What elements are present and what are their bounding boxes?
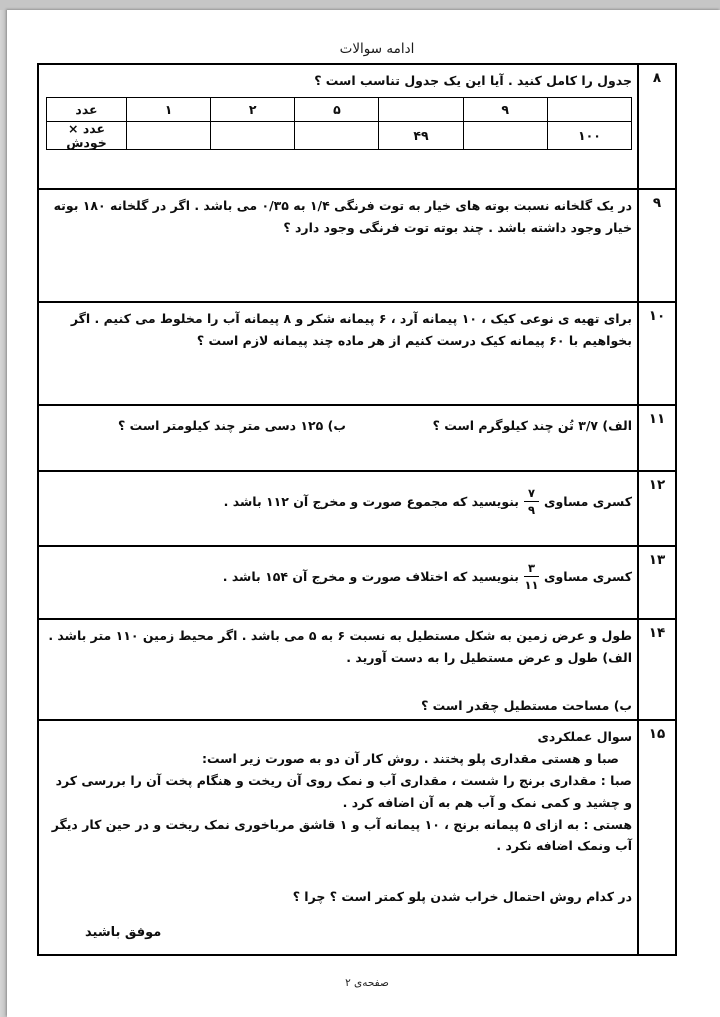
question-14-part-a: الف) طول و عرض مستطیل را به دست آورید . <box>346 649 632 665</box>
question-9-text: در یک گلخانه نسبت بوته های خیار به توت فرنگی ۱/۴ به ۰/۳۵ می باشد . اگر در گلخانه ۱۸۰ بوته خیار وجود داشته باشد . چند بوته توت فرنگی وجود دارد ؟ <box>53 198 632 235</box>
question-11-parts <box>44 411 632 437</box>
question-13-lead: کسری مساوی <box>544 568 632 584</box>
question-number-12: ۱۲ <box>637 472 675 545</box>
row-label-number: عدد <box>47 97 127 121</box>
question-14-statement: طول و عرض زمین به شکل مستطیل به نسبت ۶ به ۵ می باشد . اگر محیط زمین ۱۱۰ متر باشد . <box>48 628 632 643</box>
row-label-number-times-itself: عدد × خودش <box>47 121 127 150</box>
question-15-method-saba: صبا : مقداری برنج را شست ، مقداری آب و نمک روی آن ریخت و هنگام پخت آن را بررسی کرد و چشید و کمی نمک و آب هم به آن اضافه کرد . <box>55 772 632 810</box>
question-12-tail: بنویسید که مجموع صورت و مخرج آن ۱۱۲ باشد . <box>223 493 520 509</box>
question-number-10: ۱۰ <box>637 303 675 404</box>
document-page <box>7 10 720 1017</box>
questions-table <box>37 63 677 956</box>
table-cell: ۱ <box>127 97 211 121</box>
question-row-9 <box>39 190 675 303</box>
question-row-11 <box>39 406 675 472</box>
question-10-text: برای تهیه ی نوعی کیک ، ۱۰ پیمانه آرد ، ۶ پیمانه شکر و ۸ پیمانه آب را مخلوط می کنیم . اگر بخواهیم با ۶۰ پیمانه کیک درست کنیم از هر ماده چند پیمانه لازم است ؟ <box>70 311 632 348</box>
question-number-8: ۸ <box>637 65 675 188</box>
fraction-7-9 <box>524 486 539 518</box>
fraction-numerator: ۳ <box>524 561 539 577</box>
question-15-question: در کدام روش احتمال خراب شدن پلو کمتر است ؟ چرا ؟ <box>292 889 632 905</box>
question-number-15: ۱۵ <box>637 721 675 954</box>
closing-message: موفق باشید <box>85 925 162 941</box>
fraction-denominator: ۹ <box>528 503 536 518</box>
question-15-content <box>39 721 637 954</box>
table-cell-empty <box>379 97 463 121</box>
question-row-14 <box>39 620 675 721</box>
fraction-denominator: ۱۱ <box>524 578 539 593</box>
question-row-8 <box>39 65 675 190</box>
question-row-15 <box>39 721 675 954</box>
question-11-part-b: ب) ۱۲۵ دسی متر چند کیلومتر است ؟ <box>118 418 346 433</box>
table-cell: ۲ <box>211 97 295 121</box>
question-15-intro: صبا و هستی مقداری پلو پختند . روش کار آن دو به صورت زیر است: <box>201 750 619 766</box>
question-13-line <box>44 552 632 593</box>
question-12-line <box>44 477 632 518</box>
page-header-title: ادامه سوالات <box>339 41 415 57</box>
question-15-method-hasti: هستی : به ازای ۵ پیمانه برنج ، ۱۰ پیمانه آب و ۱ قاشق مرباخوری نمک ریخت و در حین کار دیگر آب ونمک اضافه نکرد . <box>51 816 632 854</box>
question-row-13 <box>39 547 675 620</box>
table-cell: ۹ <box>463 97 547 121</box>
question-14-part-b: ب) مساحت مستطیل چقدر است ؟ <box>421 697 632 713</box>
photo-background-top-band <box>0 0 720 10</box>
proportion-table-row-square <box>47 121 632 150</box>
fraction-numerator: ۷ <box>524 486 539 502</box>
question-number-13: ۱۳ <box>637 547 675 618</box>
question-13-content <box>39 547 637 618</box>
table-cell-empty <box>463 121 547 150</box>
table-cell-empty <box>211 121 295 150</box>
question-number-14: ۱۴ <box>637 620 675 719</box>
table-cell-empty <box>295 121 379 150</box>
table-cell: ۴۹ <box>379 121 463 150</box>
table-cell-empty <box>127 121 211 150</box>
question-8-text: جدول را کامل کنید . آیا این یک جدول تناسب است ؟ <box>314 73 632 88</box>
question-12-content <box>39 472 637 545</box>
table-cell-empty <box>547 97 631 121</box>
footer-page-label: صفحه‌ی ۲ <box>345 977 389 989</box>
table-cell: ۵ <box>295 97 379 121</box>
question-13-tail: بنویسید که اختلاف صورت و مخرج آن ۱۵۴ باشد . <box>222 568 520 584</box>
table-cell: ۱۰۰ <box>547 121 631 150</box>
question-number-11: ۱۱ <box>637 406 675 470</box>
proportion-table <box>46 97 632 151</box>
question-row-10 <box>39 303 675 406</box>
fraction-3-11 <box>524 561 539 593</box>
question-8-content <box>39 65 637 188</box>
question-12-lead: کسری مساوی <box>544 493 632 509</box>
question-14-content <box>39 620 637 719</box>
question-11-part-a: الف) ۳/۷ تُن چند کیلوگرم است ؟ <box>432 418 632 433</box>
question-number-9: ۹ <box>637 190 675 301</box>
question-row-12 <box>39 472 675 547</box>
question-15-title: سوال عملکردی <box>537 729 632 744</box>
question-11-content <box>39 406 637 470</box>
photo-background-left-band <box>0 10 7 1017</box>
proportion-table-row-number <box>47 97 632 121</box>
